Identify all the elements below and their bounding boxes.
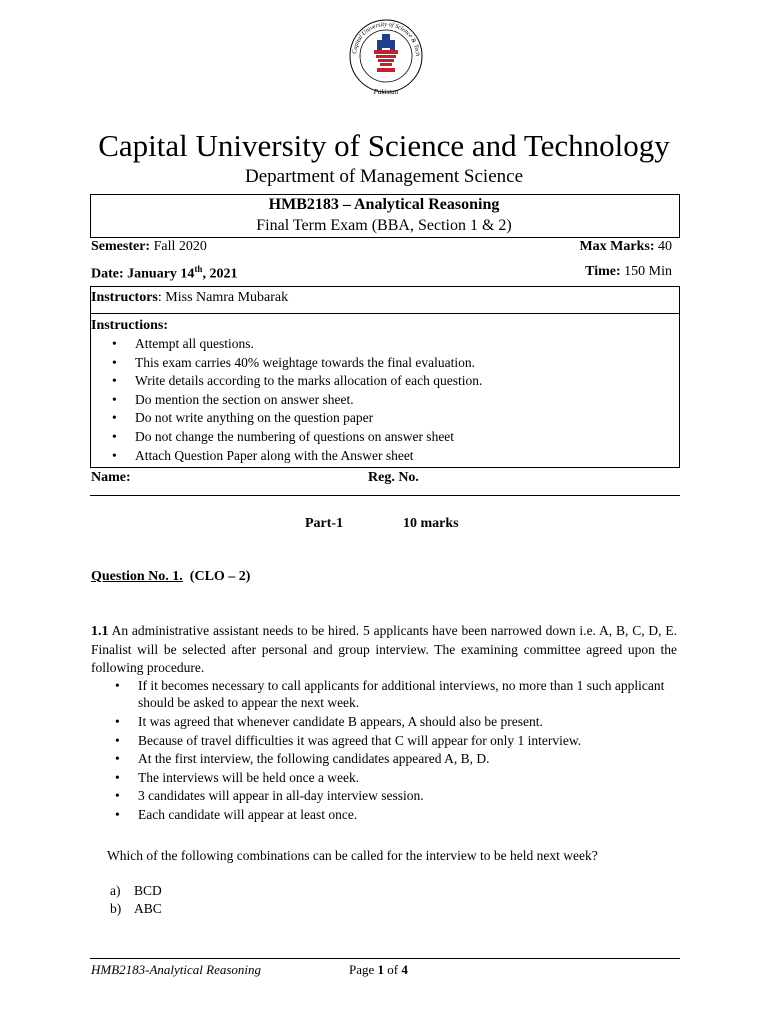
date-suffix: th [194, 264, 203, 274]
option-label: b) [110, 901, 122, 916]
sub-question-text: An administrative assistant needs to be hired. 5 applicants have been narrowed down i.e. A, B, C, D, E. Finalist will be selected after personal and group interview. The examining committee agreed upon the following procedure. [91, 623, 677, 675]
course-box-top-border [90, 194, 680, 195]
page-total: 4 [401, 962, 408, 977]
list-item: • The interviews will be held once a week. [114, 769, 677, 788]
semester-label: Semester: [91, 239, 151, 254]
part-marks: 10 marks [403, 516, 459, 531]
time-label: Time: [585, 264, 621, 279]
time-value: 150 Min [624, 264, 672, 279]
list-item: • Do mention the section on answer sheet. [111, 391, 482, 410]
exam-title: Final Term Exam (BBA, Section 1 & 2) [256, 217, 512, 234]
question-heading [91, 569, 250, 585]
page-prefix: Page [349, 962, 378, 977]
option-b [110, 899, 162, 918]
semester [91, 239, 207, 255]
date-label: Date: January 14 [91, 266, 195, 282]
list-item: • Attempt all questions. [111, 335, 482, 354]
option-label: a) [110, 883, 121, 898]
instructors-bottom-border [90, 313, 680, 314]
list-item: • Attach Question Paper along with the Answer sheet [111, 447, 482, 466]
max-marks-label: Max Marks: [579, 239, 655, 254]
max-marks [480, 239, 672, 255]
svg-text:Pakistan: Pakistan [373, 88, 399, 96]
svg-text:Capital University of Science: Capital University of Science & Tech [351, 20, 422, 57]
list-item: • Because of travel difficulties it was agreed that C will appear for only 1 interview. [114, 732, 677, 751]
option-a [110, 881, 162, 900]
instructions-bottom-border [90, 467, 680, 468]
instructions-list [111, 335, 482, 465]
name-label: Name: [91, 470, 131, 485]
footer-rule [90, 958, 680, 959]
page-number [349, 962, 408, 978]
footer-course: HMB2183-Analytical Reasoning [91, 962, 262, 977]
reg-no-label: Reg. No. [368, 470, 419, 485]
list-item: • Do not write anything on the question paper [111, 409, 482, 428]
date-year: , 2021 [202, 266, 238, 282]
instructors-value: : Miss Namra Mubarak [157, 290, 289, 305]
instructors-top-border [90, 286, 680, 287]
name-underline [90, 495, 680, 496]
university-logo [347, 10, 425, 114]
instructors-label: Instructors [91, 290, 158, 305]
instructions-heading: Instructions: [91, 318, 169, 333]
exam-time [480, 264, 672, 280]
list-item: • If it becomes necessary to call applicants for additional interviews, no more than 1 such applicant should be asked to appear the next week. [114, 677, 677, 711]
list-item: • Each candidate will appear at least once. [114, 806, 677, 825]
page-current: 1 [377, 962, 385, 977]
list-item: • Do not change the numbering of questions on answer sheet [111, 428, 482, 447]
list-item: • 3 candidates will appear in all-day interview session. [114, 787, 677, 806]
instructors [91, 290, 288, 306]
list-item: • At the first interview, the following candidates appeared A, B, D. [114, 750, 677, 769]
question-intro [91, 622, 677, 677]
semester-value: Fall 2020 [153, 239, 207, 254]
option-text: ABC [134, 901, 162, 916]
page-of: of [384, 962, 402, 977]
question-number: Question No. 1. [91, 569, 183, 584]
question-points [114, 677, 677, 825]
department-name: Department of Management Science [244, 166, 524, 187]
part-label: Part-1 [305, 516, 344, 531]
list-item: • Write details according to the marks allocation of each question. [111, 372, 482, 391]
exam-date [91, 264, 237, 283]
logo-seal-icon [347, 10, 425, 114]
list-item: • This exam carries 40% weightage towards the final evaluation. [111, 354, 482, 373]
course-title: HMB2183 – Analytical Reasoning [268, 196, 500, 213]
university-name: Capital University of Science and Technology [98, 128, 670, 163]
max-marks-value: 40 [658, 239, 672, 254]
question-clo: (CLO – 2) [189, 569, 251, 584]
sub-question-number: 1.1 [91, 624, 109, 639]
course-box-bottom-border [90, 237, 680, 238]
question-prompt: Which of the following combinations can be called for the interview to be held next week? [107, 848, 598, 863]
option-text: BCD [134, 883, 162, 898]
list-item: • It was agreed that whenever candidate B appears, A should also be present. [114, 713, 677, 732]
